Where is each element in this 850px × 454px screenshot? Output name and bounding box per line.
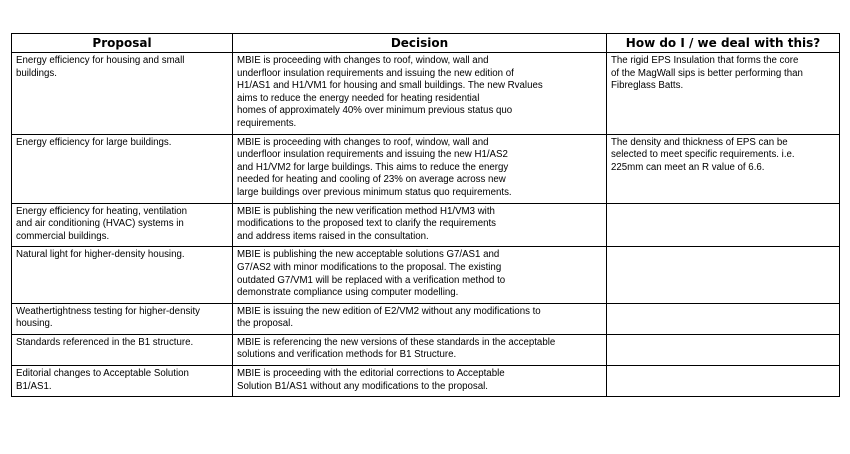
deal-column-header: How do I / we deal with this? [607, 34, 840, 53]
proposal-cell: Natural light for higher-density housing. [12, 247, 233, 303]
table-row [12, 303, 840, 334]
deal-cell [607, 247, 840, 303]
decision-cell: MBIE is publishing the new acceptable solutions G7/AS1 and G7/AS2 with minor modifications to the proposal. The existing outdated G7/VM1 will be replaced with a verification method to demonstrate compliance using computer modelling. [233, 247, 607, 303]
proposal-cell: Standards referenced in the B1 structure. [12, 334, 233, 365]
decision-column-header: Decision [233, 34, 607, 53]
deal-cell [607, 303, 840, 334]
decision-cell: MBIE is proceeding with changes to roof, window, wall and underfloor insulation requirements and issuing the new edition of H1/AS1 and H1/VM1 for housing and small buildings. The new Rvalues aims to reduce the energy needed for heating residential homes of approximately 40% over minimum previous status quo requirements. [233, 53, 607, 135]
decisions-table [11, 33, 840, 397]
table-row [12, 203, 840, 247]
decision-cell: MBIE is publishing the new verification method H1/VM3 with modifications to the proposed text to clarify the requirements and address items raised in the consultation. [233, 203, 607, 247]
proposal-cell: Weathertightness testing for higher-density housing. [12, 303, 233, 334]
table-row [12, 334, 840, 365]
proposal-cell: Energy efficiency for heating, ventilation and air conditioning (HVAC) systems in commercial buildings. [12, 203, 233, 247]
proposal-cell: Energy efficiency for large buildings. [12, 134, 233, 203]
deal-cell [607, 366, 840, 397]
header-row [12, 34, 840, 53]
deal-cell [607, 334, 840, 365]
decision-cell: MBIE is proceeding with changes to roof, window, wall and underfloor insulation requirements and issuing the new H1/AS2 and H1/VM2 for large buildings. This aims to reduce the energy needed for heating and cooling of 23% on average across new large buildings over previous minimum status quo requirements. [233, 134, 607, 203]
table-row [12, 366, 840, 397]
decision-cell: MBIE is referencing the new versions of these standards in the acceptable solutions and verification methods for B1 Structure. [233, 334, 607, 365]
deal-cell: The density and thickness of EPS can be selected to meet specific requirements. i.e. 225mm can meet an R value of 6.6. [607, 134, 840, 203]
deal-cell [607, 203, 840, 247]
decision-cell: MBIE is issuing the new edition of E2/VM2 without any modifications to the proposal. [233, 303, 607, 334]
table-row [12, 134, 840, 203]
decision-cell: MBIE is proceeding with the editorial corrections to Acceptable Solution B1/AS1 without any modifications to the proposal. [233, 366, 607, 397]
table-row [12, 53, 840, 135]
proposal-column-header: Proposal [12, 34, 233, 53]
proposal-cell: Energy efficiency for housing and small buildings. [12, 53, 233, 135]
proposal-cell: Editorial changes to Acceptable Solution B1/AS1. [12, 366, 233, 397]
table-row [12, 247, 840, 303]
deal-cell: The rigid EPS Insulation that forms the core of the MagWall sips is better performing than Fibreglass Batts. [607, 53, 840, 135]
